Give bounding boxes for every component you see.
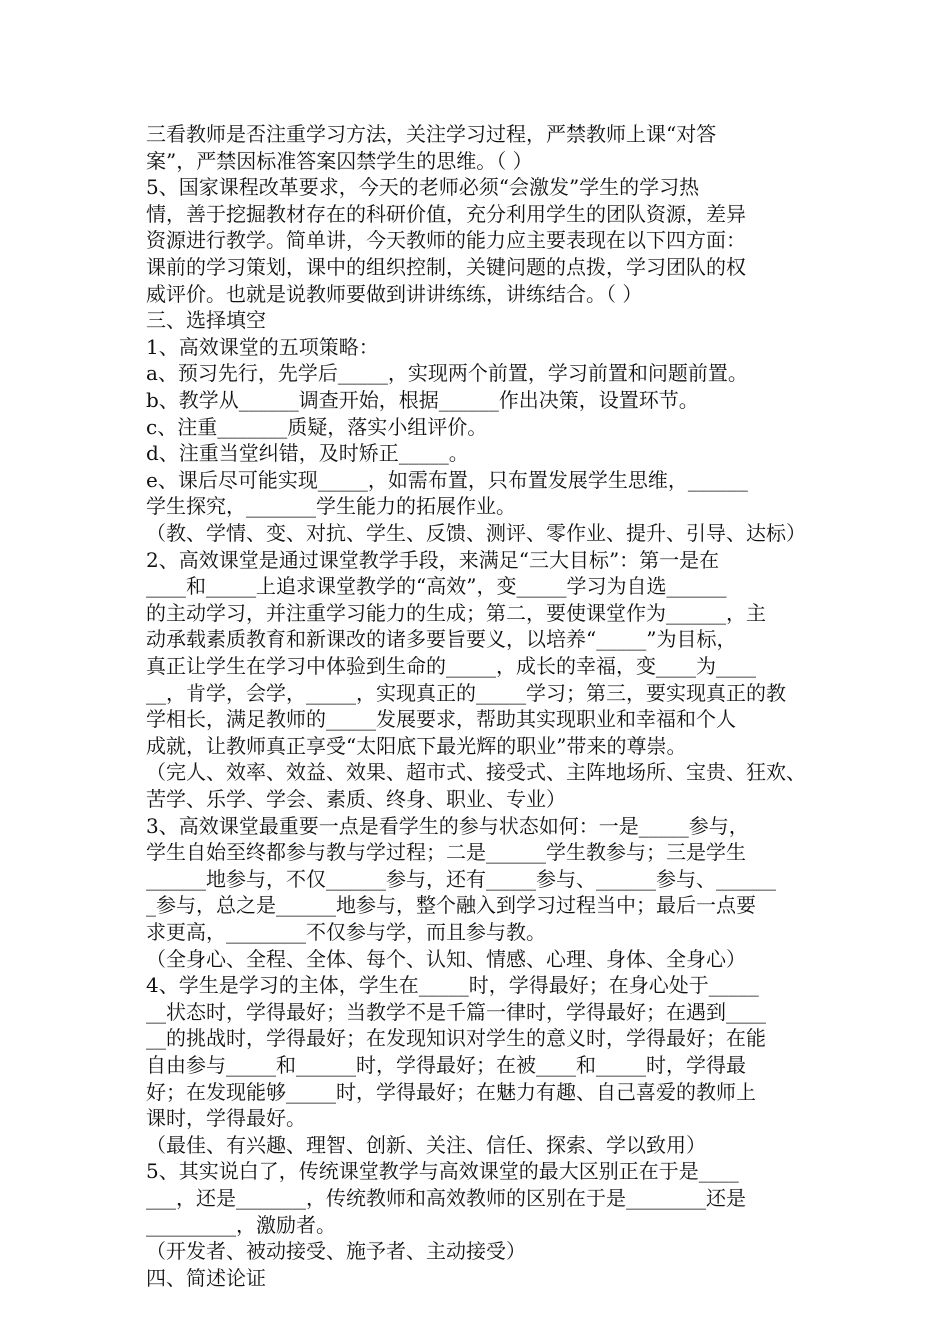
text-line: 求更高，________不仅参与学，而且参与教。 bbox=[146, 920, 546, 944]
text-line: b、教学从______调查开始，根据______作出决策，设置环节。 bbox=[146, 388, 699, 412]
text-line: 5、国家课程改革要求，今天的老师必须“会激发”学生的学习热 bbox=[146, 175, 700, 200]
text-line: 苦学、乐学、学会、素质、终身、职业、专业） bbox=[146, 787, 566, 811]
text-line: 1、高效课堂的五项策略： bbox=[146, 334, 379, 359]
text-line: a、预习先行，先学后_____，实现两个前置，学习前置和问题前置。 bbox=[146, 361, 748, 386]
text-line: 4、学生是学习的主体，学生在_____时，学得最好；在身心处于_____ bbox=[146, 973, 759, 998]
text-line: ______地参与，不仅______参与，还有_____参与、______参与、______ bbox=[146, 866, 776, 891]
text-line: 威评价。也就是说教师要做到讲讲练练，讲练结合。（ ） bbox=[146, 281, 643, 306]
text-line: 课时，学得最好。 bbox=[146, 1106, 306, 1131]
text-line: （全身心、全程、全体、每个、认知、情感、心理、身体、全身心） bbox=[146, 946, 746, 971]
text-line: 四、简述论证 bbox=[146, 1265, 266, 1290]
text-line: ____和_____上追求课堂教学的“高效”，变_____学习为自选______ bbox=[146, 574, 727, 599]
text-line: 课前的学习策划，课中的组织控制，关键问题的点拨，学习团队的权 bbox=[146, 255, 746, 279]
text-line: 三看教师是否注重学习方法，关注学习过程，严禁教师上课“对答 bbox=[146, 122, 717, 146]
text-line: c、注重_______质疑，落实小组评价。 bbox=[146, 414, 488, 439]
text-line: _参与，总之是______地参与，整个融入到学习过程当中；最后一点要 bbox=[146, 893, 756, 918]
text-line: _________，激励者。 bbox=[146, 1212, 336, 1237]
text-line: （教、学情、变、对抗、学生、反馈、测评、零作业、提升、引导、达标） bbox=[146, 521, 806, 545]
text-line: __状态时，学得最好；当教学不是千篇一律时，学得最好；在遇到____ bbox=[146, 999, 766, 1024]
text-line: ___，还是_______，传统教师和高效教师的区别在于是________还是 bbox=[146, 1186, 746, 1210]
text-line: （完人、效率、效益、效果、超市式、接受式、主阵地场所、宝贵、狂欢、 bbox=[146, 760, 806, 785]
text-line: 5、其实说白了，传统课堂教学与高效课堂的最大区别正在于是____ bbox=[146, 1159, 739, 1184]
text-line: 自由参与_____和______时，学得最好；在被____和_____时，学得最 bbox=[146, 1053, 746, 1077]
text-line: 真正让学生在学习中体验到生命的_____，成长的幸福，变____为____ bbox=[146, 654, 756, 678]
text-line: 2、高效课堂是通过课堂教学手段，来满足“三大目标”：第一是在 bbox=[146, 547, 720, 572]
text-line: 学相长，满足教师的_____发展要求，帮助其实现职业和幸福和个人 bbox=[146, 707, 736, 732]
text-line: 动承载素质教育和新课改的诸多要旨要义，以培养“_____”为目标， bbox=[146, 627, 737, 652]
text-line: e、课后尽可能实现_____，如需布置，只布置发展学生思维，______ bbox=[146, 467, 748, 492]
text-line: 好；在发现能够_____时，学得最好；在魅力有趣、自己喜爱的教师上 bbox=[146, 1079, 756, 1104]
text-line: 学生探究，_______学生能力的拓展作业。 bbox=[146, 494, 516, 519]
text-line: 案”，严禁因标准答案囚禁学生的思维。（ ） bbox=[146, 148, 533, 173]
text-line: 资源进行教学。简单讲，今天教师的能力应主要表现在以下四方面： bbox=[146, 228, 746, 253]
text-line: 3、高效课堂最重要一点是看学生的参与状态如何：一是_____参与， bbox=[146, 813, 749, 838]
text-line: （开发者、被动接受、施予者、主动接受） bbox=[146, 1239, 526, 1264]
text-line: 三、选择填空 bbox=[146, 308, 266, 333]
text-line: 情，善于挖掘教材存在的科研价值，充分利用学生的团队资源，差异 bbox=[146, 201, 746, 226]
text-line: 成就，让教师真正享受“太阳底下最光辉的职业”带来的尊崇。 bbox=[146, 733, 687, 758]
text-line: __，肯学，会学，_____，实现真正的_____学习；第三，要实现真正的教 bbox=[146, 680, 786, 705]
text-line: 的主动学习，并注重学习能力的生成；第二，要使课堂作为______，主 bbox=[146, 600, 766, 625]
text-line: 学生自始至终都参与教与学过程；二是______学生教参与；三是学生 bbox=[146, 840, 746, 865]
text-line: （最佳、有兴趣、理智、创新、关注、信任、探索、学以致用） bbox=[146, 1132, 706, 1157]
text-line: d、注重当堂纠错，及时矫正_____。 bbox=[146, 441, 469, 466]
text-line: __的挑战时，学得最好；在发现知识对学生的意义时，学得最好；在能 bbox=[146, 1026, 766, 1051]
